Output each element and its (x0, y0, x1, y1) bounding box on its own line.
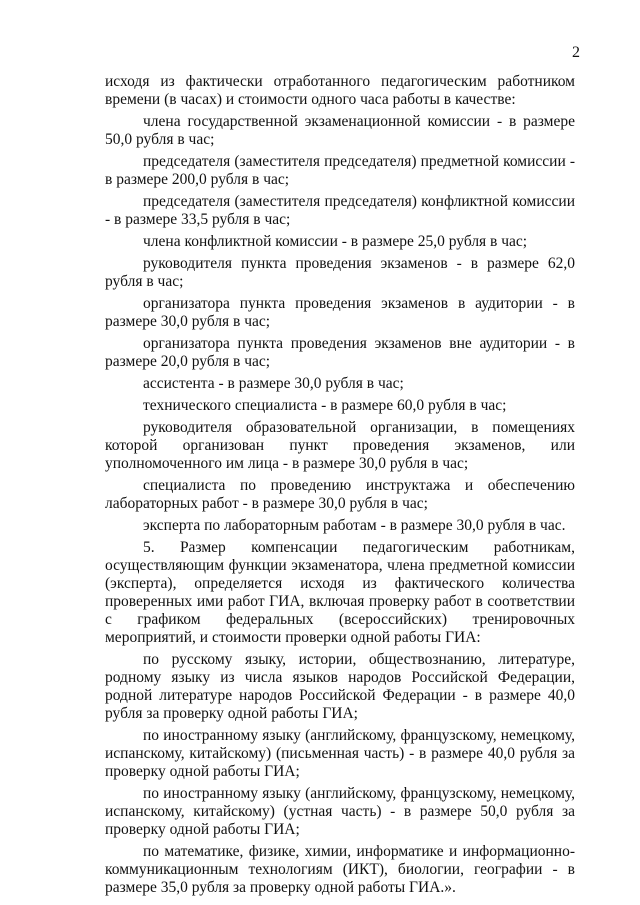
paragraph-exam-point-head: руководителя пункта проведения экзаменов - в размере 62,0 рубля в час; (105, 255, 575, 290)
paragraph-gek-member: члена государственной экзаменационной комиссии - в размере 50,0 рубля в час; (105, 113, 575, 148)
paragraph-instruction-specialist: специалиста по проведению инструктажа и обеспечению лабораторных работ - в размере 30,0 рубля в час; (105, 477, 575, 512)
paragraph-intro: исходя из фактически отработанного педагогическим работником времени (в часах) и стоимости одного часа работы в качестве: (105, 73, 575, 108)
paragraph-lab-expert: эксперта по лабораторным работам - в размере 30,0 рубля в час. (143, 517, 566, 534)
paragraph-organizer-in-room: организатора пункта проведения экзаменов в аудитории - в размере 30,0 рубля в час; (105, 295, 575, 330)
paragraph-russian-history: по русскому языку, истории, обществознанию, литературе, родному языку из числа языков народов Российской Федерации, родной литературе народов Российской Федерации - в размере 40,0 рубля за проверку одной работы ГИА; (105, 651, 575, 722)
page-number: 2 (572, 44, 580, 61)
paragraph-math-science: по математике, физике, химии, информатике и информационно-коммуникационным технологиям (ИКТ), биологии, географии - в размере 35,0 рубля за проверку одной работы ГИА.». (105, 843, 575, 896)
paragraph-conflict-commission-member: члена конфликтной комиссии - в размере 25,0 рубля в час; (143, 233, 528, 250)
paragraph-foreign-written: по иностранному языку (английскому, французскому, немецкому, испанскому, китайскому) (письменная часть) - в размере 40,0 рубля за проверку одной работы ГИА; (105, 727, 575, 780)
paragraph-section-5: 5. Размер компенсации педагогическим работникам, осуществляющим функции экзаменатора, члена предметной комиссии (эксперта), определяется исходя из фактического количества проверенных ими работ ГИА, включая проверку работ в соответствии с графиком федеральных (всероссийских) тренировочных мероприятий, и стоимости проверки одной работы ГИА: (105, 539, 575, 646)
paragraph-assistant: ассистента - в размере 30,0 рубля в час; (143, 375, 404, 392)
paragraph-conflict-commission-chair: председателя (заместителя председателя) конфликтной комиссии - в размере 33,5 рубля в час; (105, 193, 575, 228)
paragraph-organization-head: руководителя образовательной организации, в помещениях которой организован пункт проведения экзаменов, или уполномоченного им лица - в размере 30,0 рубля в час; (105, 419, 575, 472)
paragraph-subject-commission-chair: председателя (заместителя председателя) предметной комиссии - в размере 200,0 рубля в час; (105, 153, 575, 188)
document-body (105, 73, 575, 897)
paragraph-foreign-oral: по иностранному языку (английскому, французскому, немецкому, испанскому, китайскому) (устная часть) - в размере 50,0 рубля за проверку одной работы ГИА; (105, 785, 575, 838)
paragraph-technical-specialist: технического специалиста - в размере 60,0 рубля в час; (143, 397, 507, 414)
paragraph-organizer-outside-room: организатора пункта проведения экзаменов вне аудитории - в размере 20,0 рубля в час; (105, 335, 575, 370)
